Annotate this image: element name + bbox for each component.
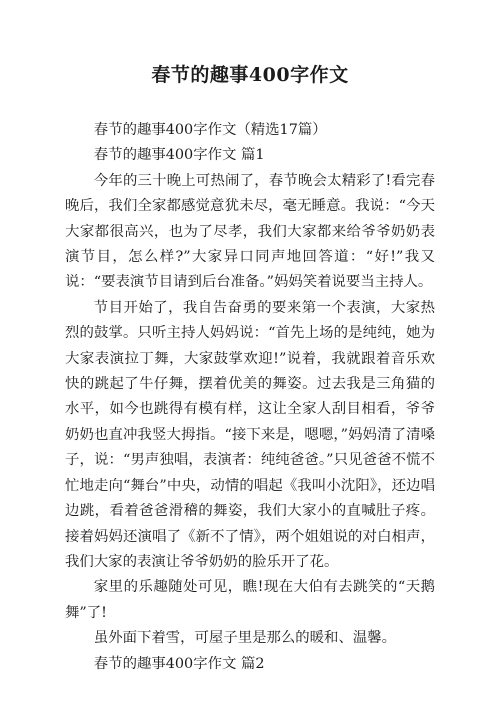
paragraph: 节目开始了，我自告奋勇的要来第一个表演，大家热烈的鼓掌。只听主持人妈妈说：“首先上场的是纯纯，她为大家表演拉丁舞，大家鼓掌欢迎!”说着，我就跟着音乐欢快的跳起了牛仔舞，摆着优美的舞姿。过去我是三角猫的水平，如今也跳得有模有样，这让全家人刮目相看，爷爷奶奶也直冲我竖大拇指。“接下来是，嗯嗯，”妈妈清了清嗓子，说：“男声独唱，表演者：纯纯爸爸。”只见爸爸不慌不忙地走向“舞台”中央，动情的唱起《我叫小沈阳》，还边唱边跳，看着爸爸滑稽的舞姿，我们大家小的直喊肚子疼。接着妈妈还演唱了《新不了情》，两个姐姐说的对白相声，我们大家的表演让爷爷奶奶的脸乐开了花。 [65,299,435,570]
paragraph: 今年的三十晚上可热闹了，春节晚会太精彩了!看完春晚后，我们全家都感觉意犹未尽，毫无睡意。我说：“今天大家都很高兴，也为了尽孝，我们大家都来给爷爷奶奶表演节目，怎么样?”大家异口同声地回答道：“好!”我又说：“要表演节目请到后台准备。”妈妈笑着说要当主持人。 [65,172,435,291]
paragraph: 虽外面下着雪，可屋子里是那么的暖和、温馨。 [93,630,397,647]
collection-heading: 春节的趣事400字作文（精选17篇） [93,122,327,138]
document-body [65,118,435,677]
paragraph: 家里的乐趣随处可见，瞧!现在大伯有去跳笑的“天鹅舞”了! [65,579,435,621]
essay-heading: 春节的趣事400字作文 篇2 [93,655,265,672]
document-title: 春节的趣事400字作文 [151,64,349,86]
essay-heading: 春节的趣事400字作文 篇1 [93,147,265,164]
